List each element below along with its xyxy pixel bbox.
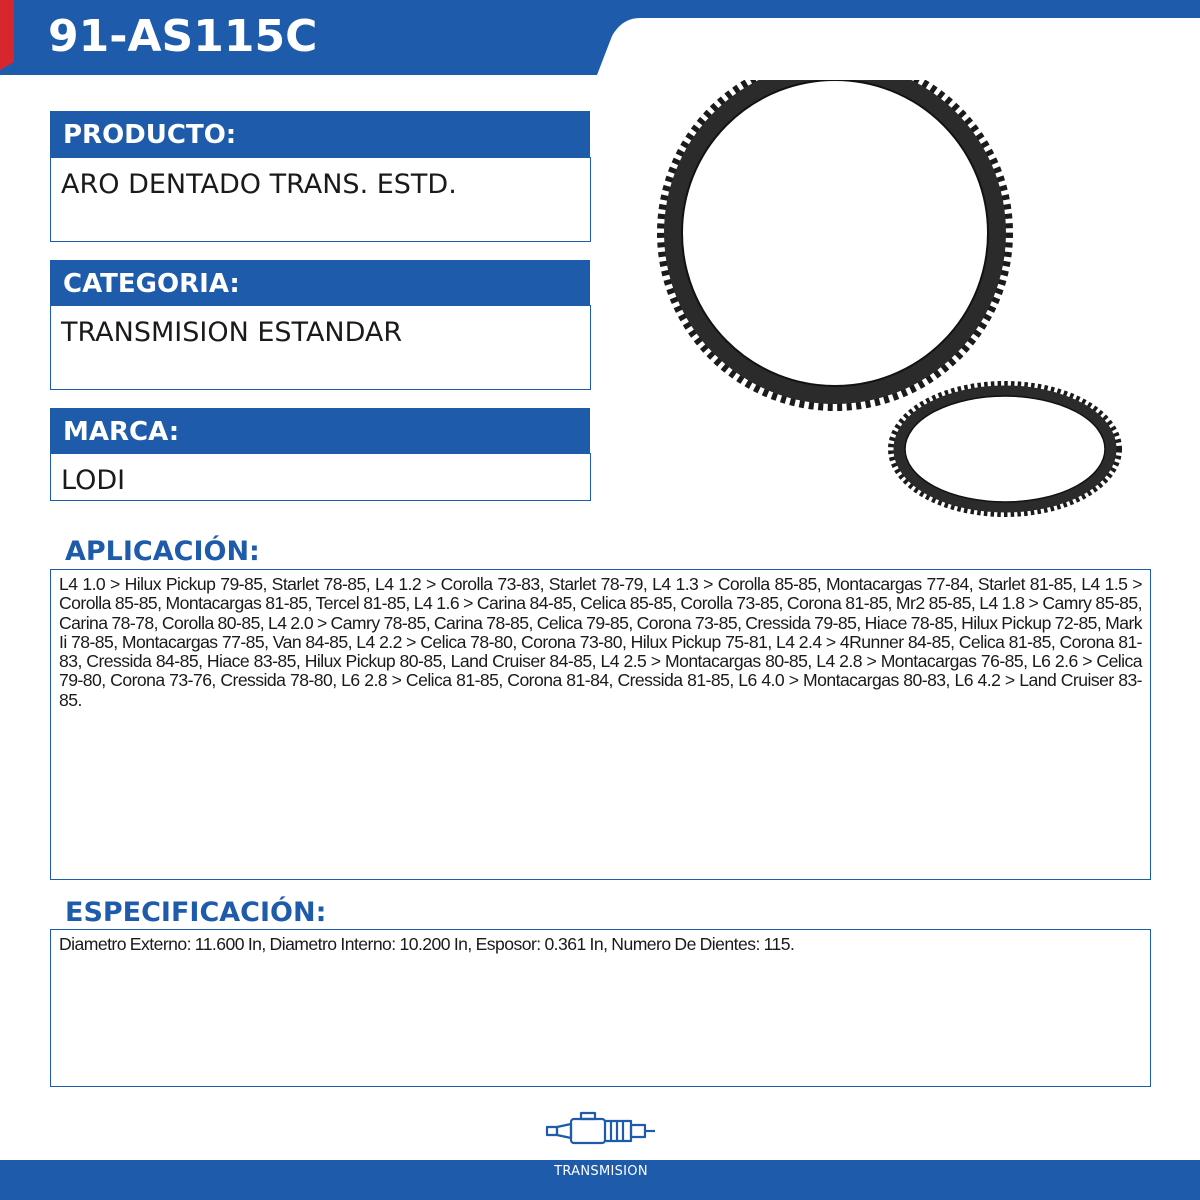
aplicacion-text: L4 1.0 > Hilux Pickup 79-85, Starlet 78-85, L4 1.2 > Corolla 73-83, Starlet 78-79, L4 1.3 > Corolla 85-85, Montacargas 77-84, Starlet 81-85, L4 1.5 > Corolla 85-85, Montacargas 81-85, Tercel 81-85, L4 1.6 > Carina 84-85, Celica 85-85, Corolla 73-85, Corona 81-85, Mr2 85-85, L4 1.8 > Camry 85-85, Carina 78-78, Corolla 80-85, L4 2.0 > Camry 78-85, Carina 78-85, Celica 79-85, Corona 73-85, Cressida 79-85, Hiace 78-85, Hilux Pickup 72-85, Mark Ii 78-85, Montacargas 77-85, Van 84-85, L4 2.2 > Celica 78-80, Corona 73-80, Hilux Pickup 75-81, L4 2.4 > 4Runner 84-85, Celica 81-85, Corona 81-83, Cressida 84-85, Hiace 83-85, Hilux Pickup 80-85, Land Cruiser 84-85, L4 2.5 > Montacargas 80-85, L4 2.8 > Montacargas 76-85, L6 2.6 > Celica 79-80, Corona 73-76, Cressida 78-80, L6 2.8 > Celica 81-85, Corona 81-84, Cressida 81-85, L6 4.0 > Montacargas 80-83, L6 4.2 > Land Cruiser 83-85. [59, 574, 1142, 710]
marca-label: MARCA: [50, 408, 590, 454]
especificacion-text: Diametro Externo: 11.600 In, Diametro Interno: 10.200 In, Esposor: 0.361 In, Numero De Dientes: 115. [59, 934, 795, 954]
transmission-icon [545, 1110, 660, 1152]
producto-label: PRODUCTO: [50, 111, 590, 157]
aplicacion-box [50, 569, 1151, 880]
producto-value: ARO DENTADO TRANS. ESTD. [61, 169, 457, 200]
aplicacion-title: APLICACIÓN: [65, 536, 260, 567]
marca-value-box [50, 453, 591, 501]
categoria-value-box [50, 305, 591, 390]
producto-value-box [50, 157, 591, 242]
product-image [640, 80, 1140, 525]
especificacion-box [50, 929, 1151, 1087]
small-gear-ring [891, 384, 1119, 514]
marca-value: LODI [61, 465, 126, 496]
product-sku: 91-AS115C [48, 11, 318, 62]
categoria-value: TRANSMISION ESTANDAR [61, 317, 403, 348]
category-footer-label: TRANSMISION [554, 1164, 648, 1179]
especificacion-title: ESPECIFICACIÓN: [65, 897, 327, 928]
categoria-label: CATEGORIA: [50, 260, 590, 306]
large-gear-ring [661, 80, 1009, 407]
